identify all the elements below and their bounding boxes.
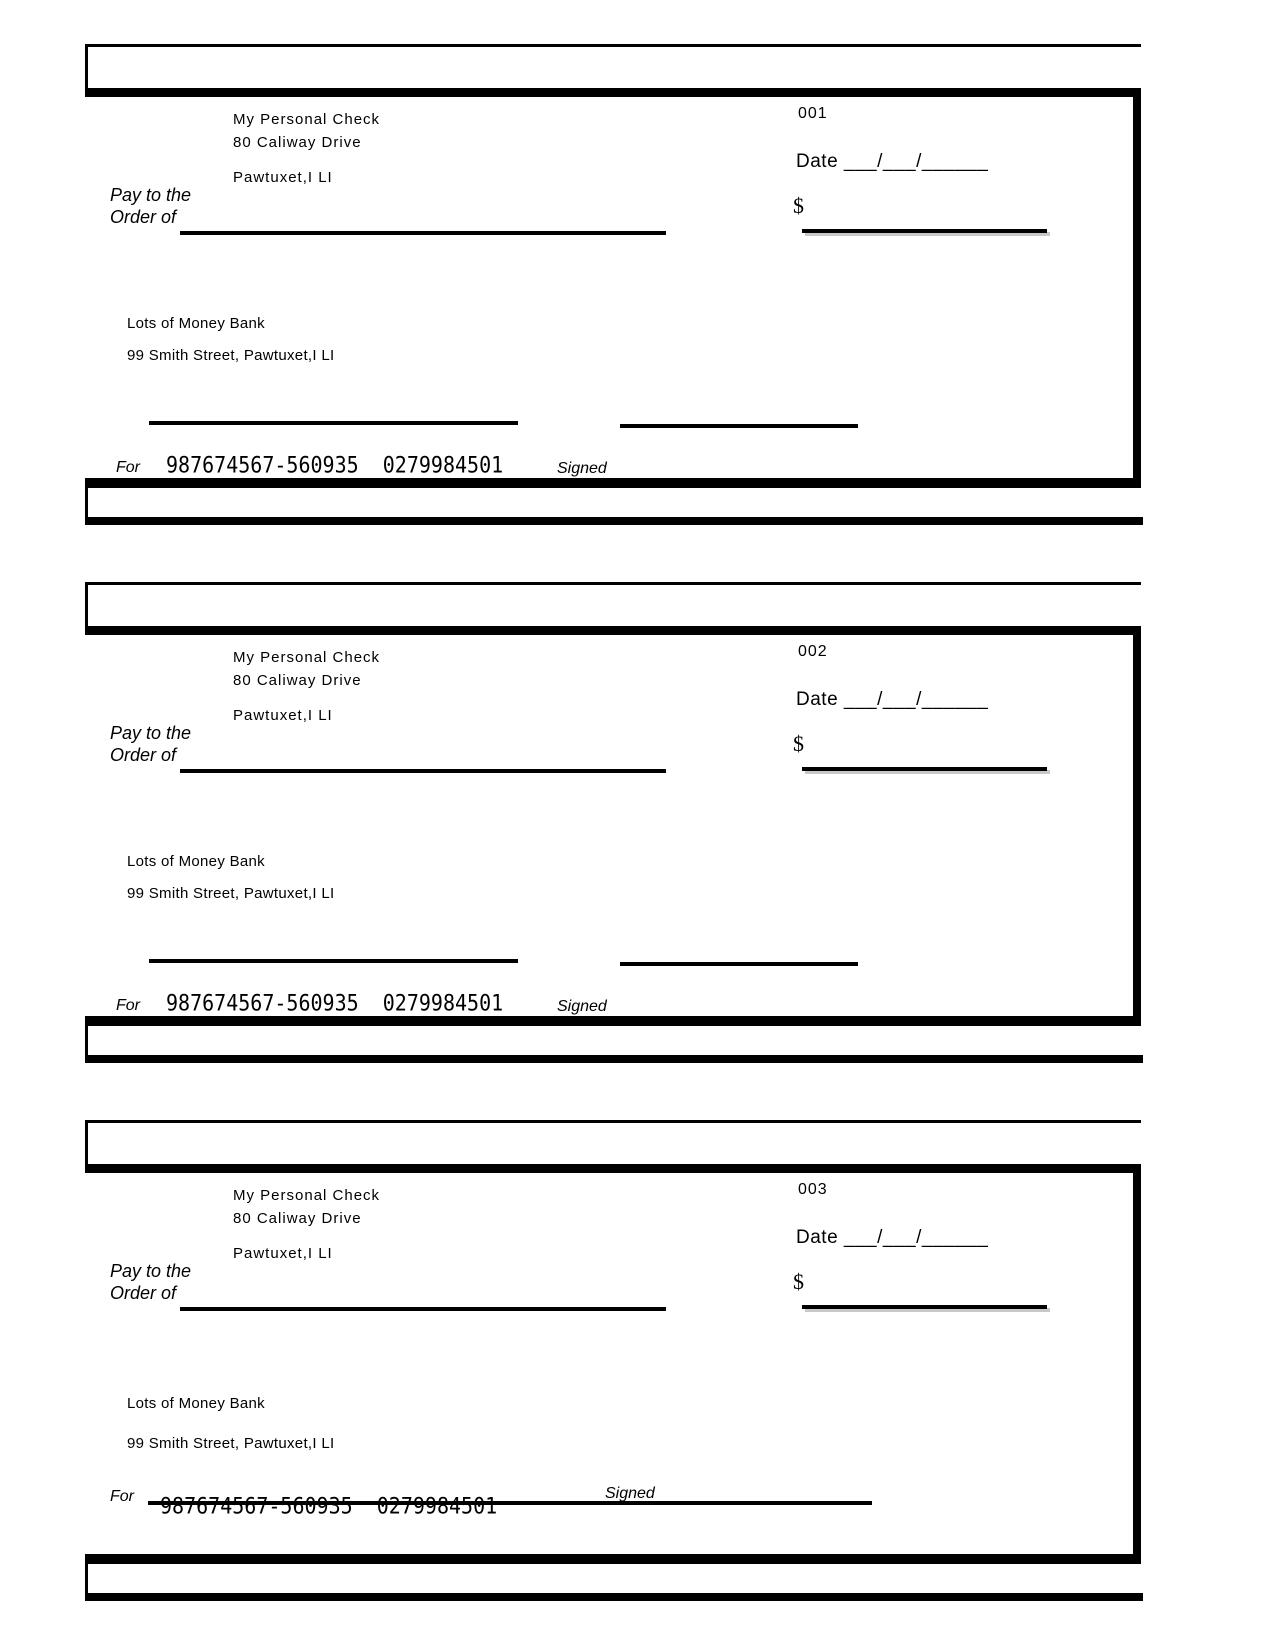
signed-label: Signed — [605, 1485, 655, 1502]
micr-numbers: 987674567-560935 0279984501 — [166, 451, 504, 478]
date-row — [796, 689, 988, 711]
bottom-border-rule — [85, 1593, 1143, 1601]
bottom-border-rule — [85, 1055, 1143, 1063]
payer-address-line1: 80 Caliway Drive — [233, 134, 362, 151]
payee-line[interactable] — [180, 1307, 666, 1311]
pay-to-label-line1: Pay to the — [110, 1261, 192, 1281]
dollar-sign: $ — [793, 1269, 804, 1294]
pay-to-label-line2: Order of — [110, 1283, 177, 1303]
date-row — [796, 1227, 988, 1249]
payer-address-line2: Pawtuxet,I LI — [233, 169, 333, 186]
date-label: Date — [796, 689, 839, 710]
pay-to-label-line2: Order of — [110, 207, 177, 227]
date-row — [796, 151, 988, 173]
pay-to-label-line2: Order of — [110, 745, 177, 765]
bank-address: 99 Smith Street, Pawtuxet,I LI — [127, 1435, 335, 1452]
check-number: 002 — [798, 643, 828, 660]
memo-line[interactable] — [149, 421, 518, 425]
payer-address-line2: Pawtuxet,I LI — [233, 1245, 333, 1262]
payer-address-line1: 80 Caliway Drive — [233, 672, 362, 689]
check-002 — [85, 582, 1143, 1063]
top-border-rule — [85, 1120, 1141, 1123]
top-border-rule — [85, 44, 1141, 47]
bank-address: 99 Smith Street, Pawtuxet,I LI — [127, 347, 335, 364]
check-number: 003 — [798, 1181, 828, 1198]
check-body — [85, 626, 1141, 1026]
check-number: 001 — [798, 105, 828, 122]
top-border-rule — [85, 582, 1141, 585]
bank-name: Lots of Money Bank — [127, 315, 265, 332]
bottom-border-rule — [85, 517, 1143, 525]
dollar-sign: $ — [793, 731, 804, 756]
payer-name: My Personal Check — [233, 649, 381, 666]
dollar-sign: $ — [793, 193, 804, 218]
check-body — [85, 1164, 1141, 1564]
payer-address-line1: 80 Caliway Drive — [233, 1210, 362, 1227]
pay-to-label-line1: Pay to the — [110, 185, 192, 205]
for-label: For — [116, 459, 140, 476]
amount-line[interactable] — [802, 229, 1047, 233]
check-001 — [85, 44, 1143, 525]
date-blank-field[interactable]: ___/___/______ — [843, 689, 989, 710]
amount-line[interactable] — [802, 1305, 1047, 1309]
date-label: Date — [796, 1227, 839, 1248]
date-blank-field[interactable]: ___/___/______ — [843, 151, 989, 172]
bank-address: 99 Smith Street, Pawtuxet,I LI — [127, 885, 335, 902]
signed-label: Signed — [557, 998, 607, 1015]
payer-name: My Personal Check — [233, 111, 381, 128]
amount-line[interactable] — [802, 767, 1047, 771]
payee-line[interactable] — [180, 769, 666, 773]
for-label: For — [116, 997, 140, 1014]
pay-to-label-line1: Pay to the — [110, 723, 192, 743]
for-label: For — [110, 1488, 134, 1505]
signed-label: Signed — [557, 460, 607, 477]
date-blank-field[interactable]: ___/___/______ — [843, 1227, 989, 1248]
check-003 — [85, 1120, 1143, 1601]
bank-name: Lots of Money Bank — [127, 853, 265, 870]
payee-line[interactable] — [180, 231, 666, 235]
date-label: Date — [796, 151, 839, 172]
micr-numbers: 987674567-560935 0279984501 — [166, 989, 504, 1016]
micr-numbers: 987674567-560935 0279984501 — [160, 1492, 498, 1519]
signature-line[interactable] — [620, 424, 858, 428]
memo-line[interactable] — [149, 959, 518, 963]
check-body — [85, 88, 1141, 488]
payer-name: My Personal Check — [233, 1187, 381, 1204]
signature-line[interactable] — [620, 962, 858, 966]
bank-name: Lots of Money Bank — [127, 1395, 265, 1412]
payer-address-line2: Pawtuxet,I LI — [233, 707, 333, 724]
